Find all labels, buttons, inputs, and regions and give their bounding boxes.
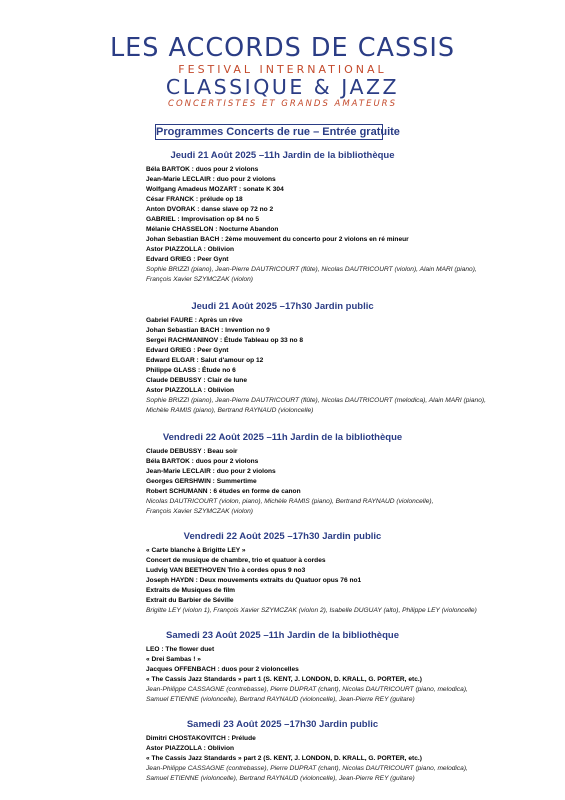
concert-section [0,530,565,616]
performers-line: Samuel ETIENNE (violoncelle), Bertrand RAYNAUD (violoncelle), Jean-Pierre REY (guitare) [146,775,415,782]
concert-heading: Vendredi 22 Août 2025 –11h Jardin de la bibliothèque [162,432,403,443]
concert-section [0,718,565,784]
program-item: Jean-Marie LECLAIR : duo pour 2 violons [146,176,276,183]
concert-heading: Jeudi 21 Août 2025 –11h Jardin de la bibliothèque [170,150,395,161]
performers-line: Nicolas DAUTRICOURT (violon, piano), Michèle RAMIS (piano), Bertrand RAYNAUD (violoncelle), [146,498,434,505]
program-item: Mélanie CHASSELON : Nocturne Abandon [146,226,279,233]
concert-section [0,300,565,416]
program-list [146,734,565,784]
program-list [146,165,565,285]
program-item: Astor PIAZZOLLA : Oblivion [146,246,235,253]
performers-line: Sophie BRIZZI (piano), Jean-Pierre DAUTRICOURT (flûte), Nicolas DAUTRICOURT (violon), Alain MARI (piano), [146,266,477,273]
logo-title: LES ACCORDS DE CASSIS [109,33,456,63]
program-item: Concert de musique de chambre, trio et quatuor à cordes [146,557,326,564]
program-item: Edvard GRIEG : Peer Gynt [146,347,229,354]
program-item: Jacques OFFENBACH : duos pour 2 violoncelles [146,666,299,673]
concert-heading: Samedi 23 Août 2025 –17h30 Jardin public [186,719,379,730]
program-item: Edward ELGAR : Salut d'amour op 12 [146,357,264,364]
program-item: Astor PIAZZOLLA : Oblivion [146,387,235,394]
page-title: Programmes Concerts de rue – Entrée gratuite [156,126,400,138]
program-item: Béla BARTOK : duos pour 2 violons [146,458,259,465]
program-item: Ludvig VAN BEETHOVEN Trio à cordes opus 9 no3 [146,567,306,574]
program-item: GABRIEL : Improvisation op 84 no 5 [146,216,260,223]
concert-section [0,149,565,285]
program-item: Extraits de Musiques de film [146,587,236,594]
program-item: « The Cassis Jazz Standards » part 2 (S. KENT, J. LONDON, D. KRALL, G. PORTER, etc.) [146,755,422,762]
concert-section [0,629,565,705]
program-item: Philippe GLASS : Étude no 6 [146,367,236,374]
program-list [146,546,565,616]
concert-heading: Jeudi 21 Août 2025 –17h30 Jardin public [191,301,374,312]
performers-line: François Xavier SZYMCZAK (violon) [146,276,253,283]
program-item: Wolfgang Amadeus MOZART : sonate K 304 [146,186,284,193]
performers-line: François Xavier SZYMCZAK (violon) [146,508,253,515]
concert-heading: Vendredi 22 Août 2025 –17h30 Jardin public [183,531,382,542]
program-item: Béla BARTOK : duos pour 2 violons [146,166,259,173]
program-list [146,447,565,517]
program-item: Gabriel FAURE : Après un rêve [146,317,243,324]
program-item: Joseph HAYDN : Deux mouvements extraits du Quatuor opus 76 no1 [146,577,362,584]
program-item: Sergei RACHMANINOV : Étude Tableau op 33 no 8 [146,337,304,344]
concert-programs [0,149,565,784]
concert-heading: Samedi 23 Août 2025 –11h Jardin de la bibliothèque [165,630,399,641]
logo-genre: CLASSIQUE & JAZZ [165,75,400,99]
program-item: Claude DEBUSSY : Clair de lune [146,377,248,384]
program-item: Johan Sebastian BACH : Invention no 9 [146,327,270,334]
program-item: Astor PIAZZOLLA : Oblivion [146,745,235,752]
program-item: « Carte blanche à Brigitte LEY » [146,547,246,554]
festival-logo [0,34,565,110]
program-item: Dimitri CHOSTAKOVITCH : Prélude [146,735,256,742]
program-item: Georges GERSHWIN : Summertime [146,478,257,485]
logo-subtitle: FESTIVAL INTERNATIONAL [178,63,387,76]
program-item: Jean-Marie LECLAIR : duo pour 2 violons [146,468,276,475]
program-list [146,316,565,416]
program-item: « The Cassis Jazz Standards » part 1 (S. KENT, J. LONDON, D. KRALL, G. PORTER, etc.) [146,676,422,683]
performers-line: Samuel ETIENNE (violoncelle), Bertrand RAYNAUD (violoncelle), Jean-Pierre REY (guitare) [146,696,415,703]
performers-line: Jean-Philippe CASSAGNE (contrebasse), Pierre DUPRAT (chant), Nicolas DAUTRICOURT (piano, melodica), [146,765,468,772]
program-list [146,645,565,705]
program-item: César FRANCK : prélude op 18 [146,196,243,203]
concert-section [0,431,565,517]
performers-line: Brigitte LEY (violon 1), François Xavier SZYMCZAK (violon 2), Isabelle DUGUAY (alto), Philippe LEY (violoncelle) [146,607,477,614]
performers-line: Jean-Philippe CASSAGNE (contrebasse), Pierre DUPRAT (chant), Nicolas DAUTRICOURT (piano, melodica), [146,686,468,693]
program-item: Anton DVORAK : danse slave op 72 no 2 [146,206,274,213]
program-item: LEO : The flower duet [146,646,215,653]
program-item: Extrait du Barbier de Séville [146,597,234,604]
logo-tagline: CONCERTISTES ET GRANDS AMATEURS [168,99,397,109]
performers-line: Michèle RAMIS (piano), Bertrand RAYNAUD (violoncelle) [146,407,314,414]
program-item: Robert SCHUMANN : 6 études en forme de canon [146,488,301,495]
program-item: Edvard GRIEG : Peer Gynt [146,256,229,263]
program-item: Johan Sebastian BACH : 2ème mouvement du concerto pour 2 violons en ré mineur [146,236,409,243]
program-item: « Drei Sambas ! » [146,656,201,663]
performers-line: Sophie BRIZZI (piano), Jean-Pierre DAUTRICOURT (flûte), Nicolas DAUTRICOURT (melodica), Alain MARI (piano), [146,397,486,404]
program-item: Claude DEBUSSY : Beau soir [146,448,238,455]
